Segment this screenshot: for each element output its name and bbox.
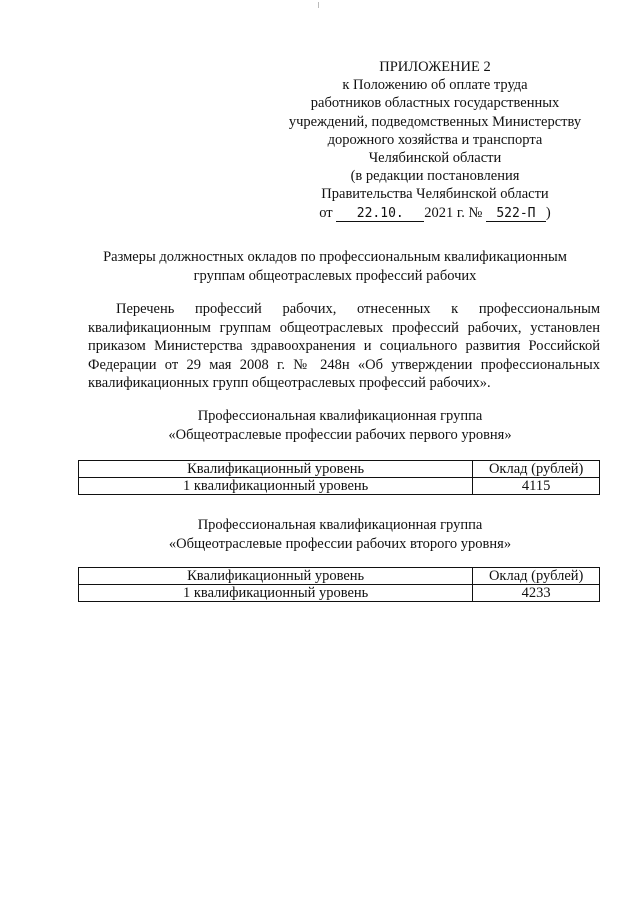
group-title-first-level <box>80 407 600 444</box>
table-header-row <box>79 461 600 478</box>
date-prefix: от <box>319 204 333 221</box>
group-title-line-2: «Общеотраслевые профессии рабочих второго уровня» <box>168 535 512 552</box>
scan-mark <box>318 2 319 8</box>
appendix-line: (в редакции постановления <box>350 168 520 185</box>
close-paren: ) <box>545 204 551 221</box>
resolution-date: 22.10. <box>336 207 424 222</box>
appendix-line: дорожного хозяйства и транспорта <box>327 131 543 148</box>
cell-salary: 4115 <box>473 478 600 495</box>
appendix-line: работников областных государственных <box>310 95 560 112</box>
cell-qualification-level: 1 квалификационный уровень <box>79 478 473 495</box>
salary-table-second-level <box>78 567 600 602</box>
salary-table-first-level <box>78 460 600 495</box>
document-heading <box>60 248 610 285</box>
group-title-line-1: Профессиональная квалификационная группа <box>197 408 483 424</box>
appendix-title: ПРИЛОЖЕНИЕ 2 <box>379 59 491 75</box>
header-salary: Оклад (рублей) <box>473 461 600 478</box>
appendix-block <box>270 58 600 222</box>
header-qualification-level: Квалификационный уровень <box>79 461 473 478</box>
appendix-line: к Положению об оплате труда <box>342 77 528 94</box>
heading-line-1: Размеры должностных окладов по профессиональным квалификационным <box>103 249 567 265</box>
table-header-row <box>79 568 600 585</box>
appendix-line: Правительства Челябинской области <box>321 186 549 203</box>
table-row <box>79 585 600 602</box>
header-salary: Оклад (рублей) <box>473 568 600 585</box>
group-title-second-level <box>80 516 600 553</box>
cell-salary: 4233 <box>473 585 600 602</box>
group-title-line-2: «Общеотраслевые профессии рабочих первого уровня» <box>168 426 512 443</box>
cell-qualification-level: 1 квалификационный уровень <box>79 585 473 602</box>
resolution-date-line <box>270 204 600 222</box>
appendix-line: Челябинской области <box>368 150 502 167</box>
header-qualification-level: Квалификационный уровень <box>79 568 473 585</box>
heading-line-2: группам общеотраслевых профессий рабочих <box>193 267 477 284</box>
resolution-number: 522-П <box>486 207 546 222</box>
group-title-line-1: Профессиональная квалификационная группа <box>197 517 483 533</box>
appendix-line: учреждений, подведомственных Министерству <box>288 113 582 130</box>
year-text: 2021 г. № <box>424 204 483 221</box>
intro-paragraph: Перечень профессий рабочих, отнесенных к профессиональным квалификационным группам общеотраслевых профессий рабочих, установлен приказом Министерства здравоохранения и социального развития Российской Федерации от 29 мая 2008 г. № 248н «Об утверждении профессиональных квалификационных групп общеотраслевых профессий рабочих». <box>88 301 600 391</box>
table-row <box>79 478 600 495</box>
